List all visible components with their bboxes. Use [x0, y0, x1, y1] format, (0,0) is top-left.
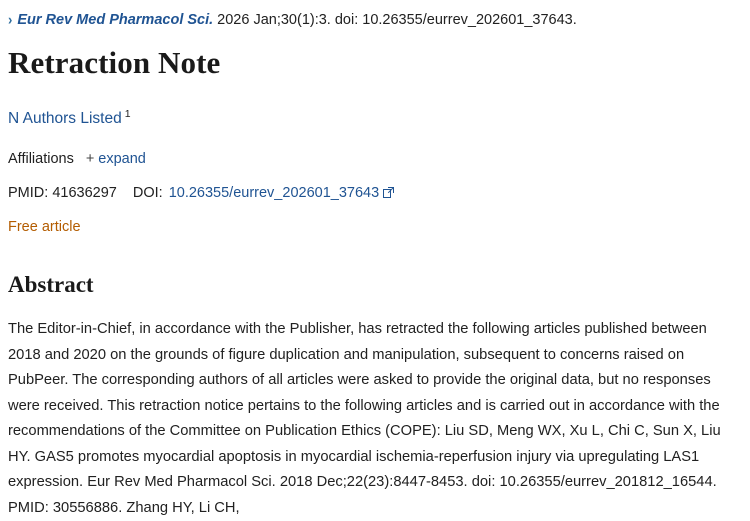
plus-icon: +: [85, 151, 95, 168]
journal-link[interactable]: Eur Rev Med Pharmacol Sci.: [17, 12, 214, 28]
abstract-text: The Editor-in-Chief, in accordance with the Publisher, has retracted the following articles published between 2018 and 2020 on the grounds of figure duplication and manipulation, subsequent to concerns raised on PubPeer. The corresponding authors of all articles were asked to provide the original data, but no responses were received. This retraction notice pertains to the following articles and is carried out in accordance with the recommendations of the Committee on Publication Ethics (COPE): Liu SD, Meng WX, Xu L, Chi C, Sun X, Liu HY. GAS5 promotes myocardial apoptosis in myocardial ischemia-reperfusion injury via upregulating LAS1 expression. Eur Rev Med Pharmacol Sci. 2018 Dec;22(23):8447-8453. doi: 10.26355/eurrev_201812_16544. PMID: 30556886. Zhang HY, Li CH,: [8, 321, 721, 516]
expand-label: expand: [98, 151, 146, 168]
affiliations-row: [8, 149, 736, 169]
author-affiliation-superscript: 1: [124, 108, 131, 120]
page-title: Retraction Note: [8, 45, 221, 80]
affiliations-label: Affiliations: [8, 151, 74, 168]
free-article-badge: Free article: [8, 219, 81, 236]
external-link-icon: [383, 187, 394, 198]
expand-affiliations-button[interactable]: [86, 149, 146, 169]
doi-label: DOI:: [132, 185, 163, 202]
author-link[interactable]: N Authors Listed: [8, 110, 122, 128]
identifiers-row: [8, 183, 736, 203]
pmid-label: PMID:: [8, 185, 49, 202]
citation-line: [8, 10, 736, 30]
chevron-right-icon[interactable]: ›: [8, 10, 13, 29]
doi-link[interactable]: 10.26355/eurrev_202601_37643: [168, 185, 380, 202]
authors-list: [8, 104, 736, 129]
citation-details: 2026 Jan;30(1):3. doi: 10.26355/eurrev_202601_37643.: [217, 12, 577, 28]
pmid-block: [8, 185, 117, 201]
pmid-value: 41636297: [52, 185, 117, 202]
abstract-heading: Abstract: [8, 272, 94, 298]
